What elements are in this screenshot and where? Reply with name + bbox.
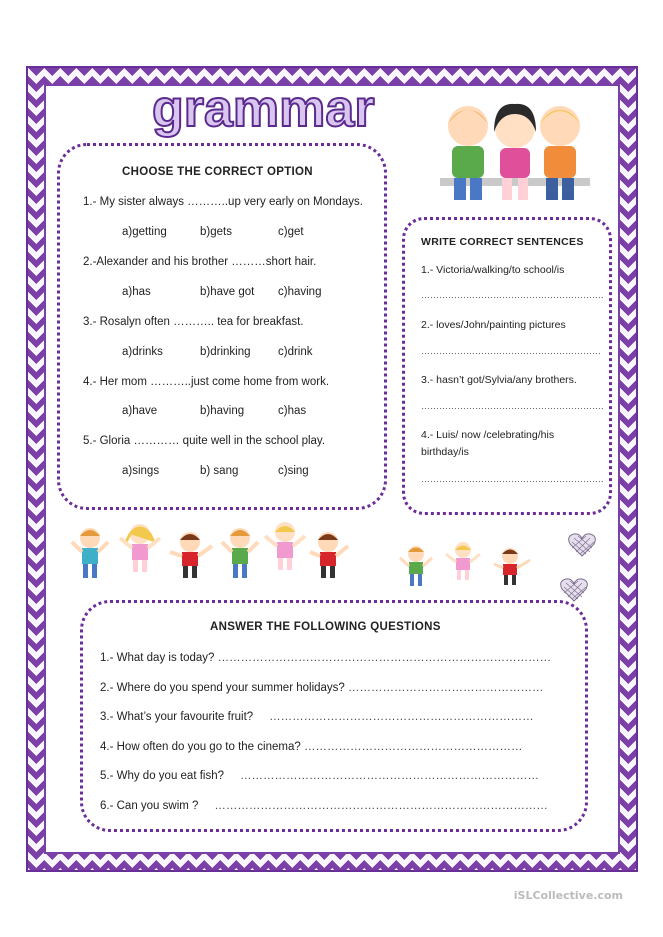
s1-q5-option-a[interactable]: a)sings (122, 465, 160, 477)
s2-item-1: 1.- Victoria/walking/to school/is (421, 264, 565, 276)
s3-question-4-text: 4.- How often do you go to the cinema? (100, 741, 301, 753)
s1-q4-option-a[interactable]: a)have (122, 405, 158, 417)
s1-q1-option-a[interactable]: a)getting (122, 226, 167, 238)
s3-question-3-text: 3.- What’s your favourite fruit? (100, 711, 254, 723)
s3-answer-line-5[interactable]: …………………………………………………………………… (240, 770, 539, 782)
heart-icon (560, 577, 588, 603)
s3-question-2 (100, 682, 544, 694)
s1-q3-option-a[interactable]: a)drinks (122, 346, 163, 358)
s1-question-2: 2.-Alexander and his brother ………short hair. (83, 256, 317, 268)
heart-icon (568, 532, 596, 558)
s1-q3-option-b[interactable]: b)drinking (200, 346, 251, 358)
s3-question-5 (100, 770, 539, 782)
s1-question-1: 1.- My sister always ………..up very early on Mondays. (83, 196, 363, 208)
s1-q1-option-c[interactable]: c)get (278, 226, 304, 238)
s1-q2-option-b[interactable]: b)have got (200, 286, 255, 298)
s2-item-4: 4.- Luis/ now /celebrating/his (421, 429, 555, 441)
s2-answer-line-3[interactable]: ……………………………………………………. (421, 401, 604, 411)
s1-q4-option-c[interactable]: c)has (278, 405, 307, 417)
s1-q1-option-b[interactable]: b)gets (200, 226, 232, 238)
section2-heading: WRITE CORRECT SENTENCES (421, 236, 584, 248)
s3-answer-line-6[interactable]: …………………………………………………………………………… (214, 800, 548, 812)
s1-q2-option-c[interactable]: c)having (278, 286, 322, 298)
s2-answer-line-4[interactable]: ……………………………………………………. (421, 474, 604, 484)
s3-question-4 (100, 741, 522, 753)
title-text: grammar (152, 82, 375, 138)
s3-answer-line-4[interactable]: ………………………………………………… (303, 741, 523, 753)
s3-question-2-text: 2.- Where do you spend your summer holidays? (100, 682, 345, 694)
s2-item-3: 3.- hasn’t got/Sylvia/any brothers. (421, 374, 577, 386)
section3-heading: ANSWER THE FOLLOWING QUESTIONS (210, 621, 441, 633)
s1-q3-option-c[interactable]: c)drink (278, 346, 313, 358)
s3-question-3 (100, 711, 534, 723)
s1-q5-option-c[interactable]: c)sing (278, 465, 309, 477)
s3-answer-line-1[interactable]: …………………………………………………………………………… (217, 652, 552, 664)
jumping-kids-illustration (70, 522, 350, 584)
children-sitting-illustration (440, 96, 590, 211)
title-wordart (150, 82, 410, 142)
s3-question-5-text: 5.- Why do you eat fish? (100, 770, 225, 782)
s3-answer-line-2[interactable]: …………………………………………… (348, 682, 544, 694)
watermark: iSLCollective.com (513, 889, 623, 902)
s3-question-1 (100, 652, 551, 664)
s2-item-2: 2.- loves/John/painting pictures (421, 319, 566, 331)
worksheet-title (150, 82, 410, 142)
s1-q5-option-b[interactable]: b) sang (200, 465, 239, 477)
s1-question-5: 5.- Gloria ………… quite well in the school play. (83, 435, 326, 447)
s2-item-4-cont: birthday/is (421, 446, 469, 458)
jumping-kids-illustration-small (398, 540, 538, 588)
section1-heading: CHOOSE THE CORRECT OPTION (122, 166, 313, 178)
s2-answer-line-2[interactable]: …………………………………………………… (421, 346, 601, 356)
s3-question-6 (100, 800, 548, 812)
s1-q4-option-b[interactable]: b)having (200, 405, 245, 417)
s1-q2-option-a[interactable]: a)has (122, 286, 151, 298)
s1-question-3: 3.- Rosalyn often ……….. tea for breakfast. (83, 316, 304, 328)
s1-question-4: 4.- Her mom ………..just come home from work. (83, 376, 330, 388)
s3-question-1-text: 1.- What day is today? (100, 652, 215, 664)
s3-answer-line-3[interactable]: …………………………………………………………… (269, 711, 534, 723)
s3-question-6-text: 6.- Can you swim ? (100, 800, 199, 812)
write-sentences-box (402, 217, 612, 515)
s2-answer-line-1[interactable]: ……………………………………………………. (421, 290, 604, 300)
